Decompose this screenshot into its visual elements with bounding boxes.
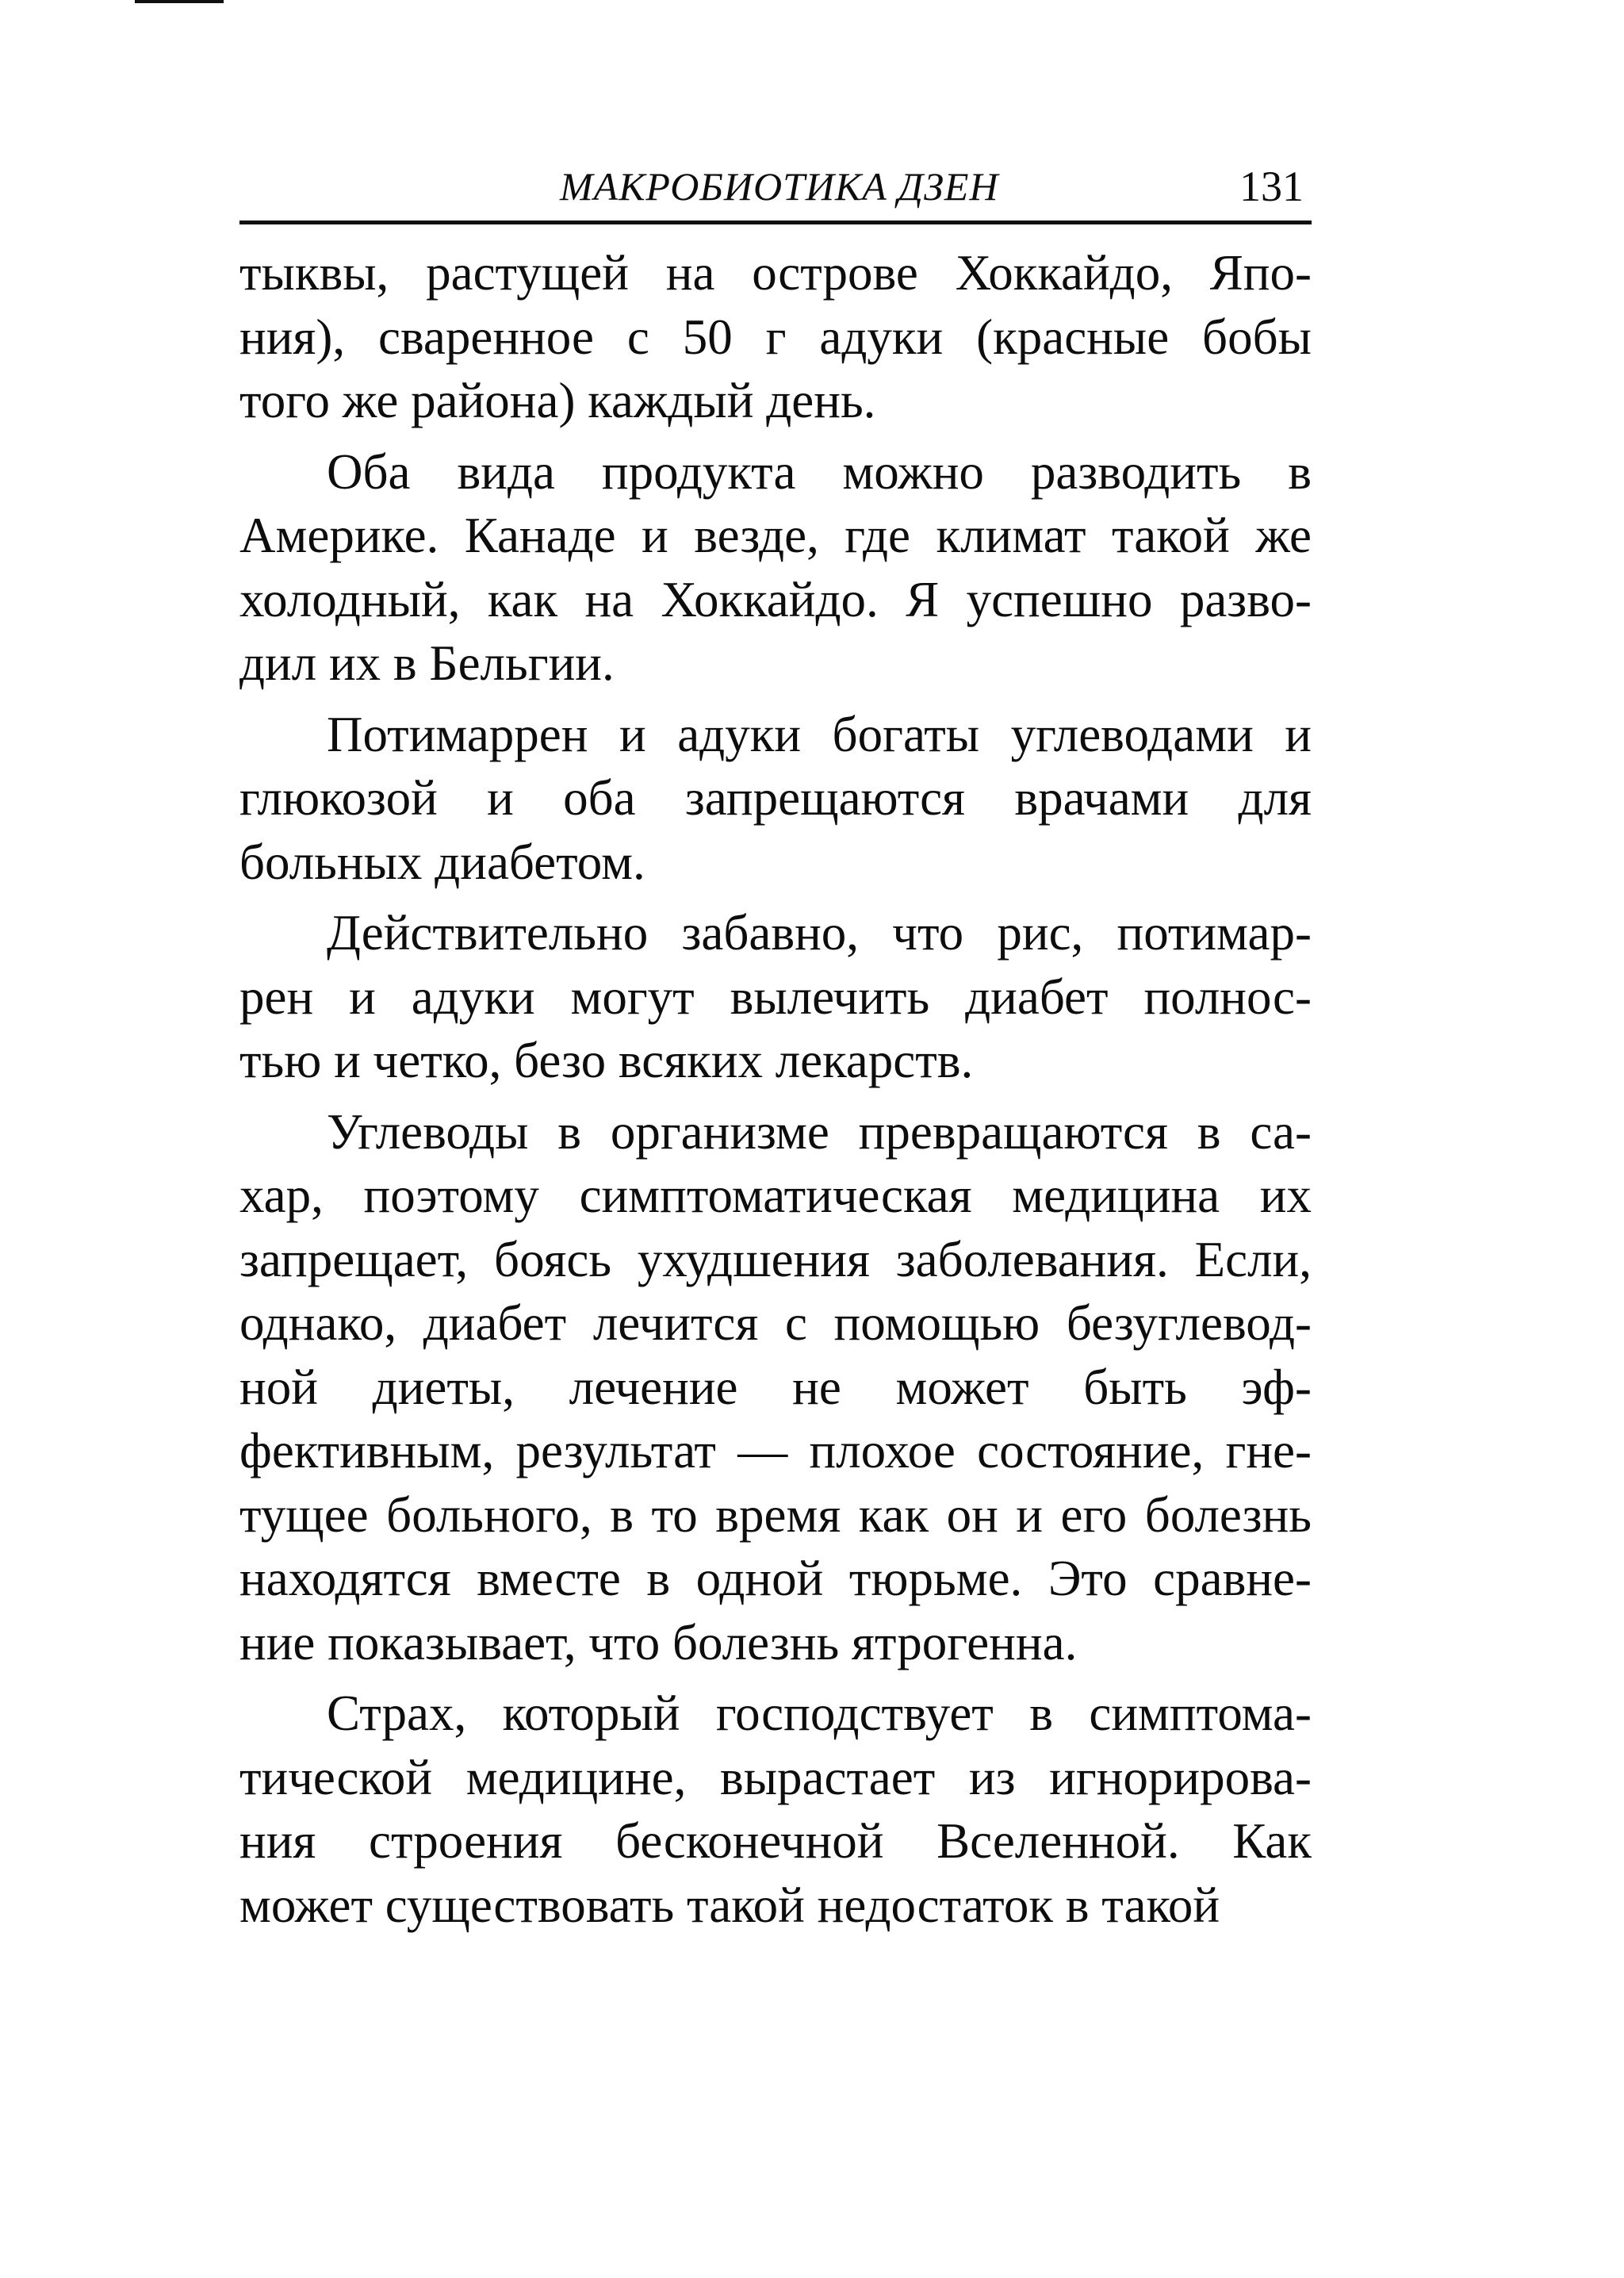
paragraph [239,440,1312,696]
text-line: ния строения бесконечной Вселенной. Как [239,1813,1312,1869]
paragraph [239,703,1312,895]
running-title: МАКРОБИОТИКА ДЗЕН [560,164,999,209]
paragraph [239,901,1312,1093]
text-line: тью и четко, безо всяких лекарств. [239,1033,974,1088]
body-text [239,241,1312,1944]
text-line: Америке. Канаде и везде, где климат такой же [239,508,1312,563]
text-line: может существовать такой недостаток в такой [239,1877,1220,1933]
text-line: однако, диабет лечится с помощью безуглевод- [239,1295,1312,1351]
text-line: ние показывает, что болезнь ятрогенна. [239,1614,1078,1670]
text-line: фективным, результат — плохое состояние, гне- [239,1423,1312,1478]
text-line: больных диабетом. [239,834,645,890]
paragraph [239,1100,1312,1675]
text-line: того же района) каждый день. [239,373,876,428]
text-line: Оба вида продукта можно разводить в [327,443,1312,500]
page-corner-mark [135,0,224,3]
paragraph [239,241,1312,433]
text-line: тыквы, растущей на острове Хоккайдо, Япо- [239,245,1312,301]
paragraph [239,1682,1312,1937]
text-line: тущее больного, в то время как он и его болезнь [239,1486,1312,1543]
text-line: ния), сваренное с 50 г адуки (красные бобы [239,309,1312,365]
running-header [239,155,1312,224]
text-line: ной диеты, лечение не может быть эф- [239,1359,1312,1415]
text-line: хар, поэтому симптоматическая медицина их [239,1168,1312,1223]
text-line: Углеводы в организме превращаются в са- [327,1103,1312,1160]
text-line: тической медицине, вырастает из игнорирова- [239,1749,1312,1805]
text-line: Страх, который господствует в симптома- [327,1685,1312,1741]
text-line: дил их в Бельгии. [239,635,615,691]
text-line: Действительно забавно, что рис, потимар- [327,905,1312,961]
text-line: глюкозой и оба запрещаются врачами для [239,770,1312,826]
text-line: находятся вместе в одной тюрьме. Это сравне- [239,1551,1312,1606]
text-line: запрещает, боясь ухудшения заболевания. Если, [239,1231,1312,1287]
text-line: Потимаррен и адуки богаты углеводами и [327,706,1312,762]
text-line: рен и адуки могут вылечить диабет полнос- [239,968,1312,1025]
page-number: 131 [1239,163,1304,210]
text-line: холодный, как на Хоккайдо. Я успешно разво- [239,571,1312,627]
